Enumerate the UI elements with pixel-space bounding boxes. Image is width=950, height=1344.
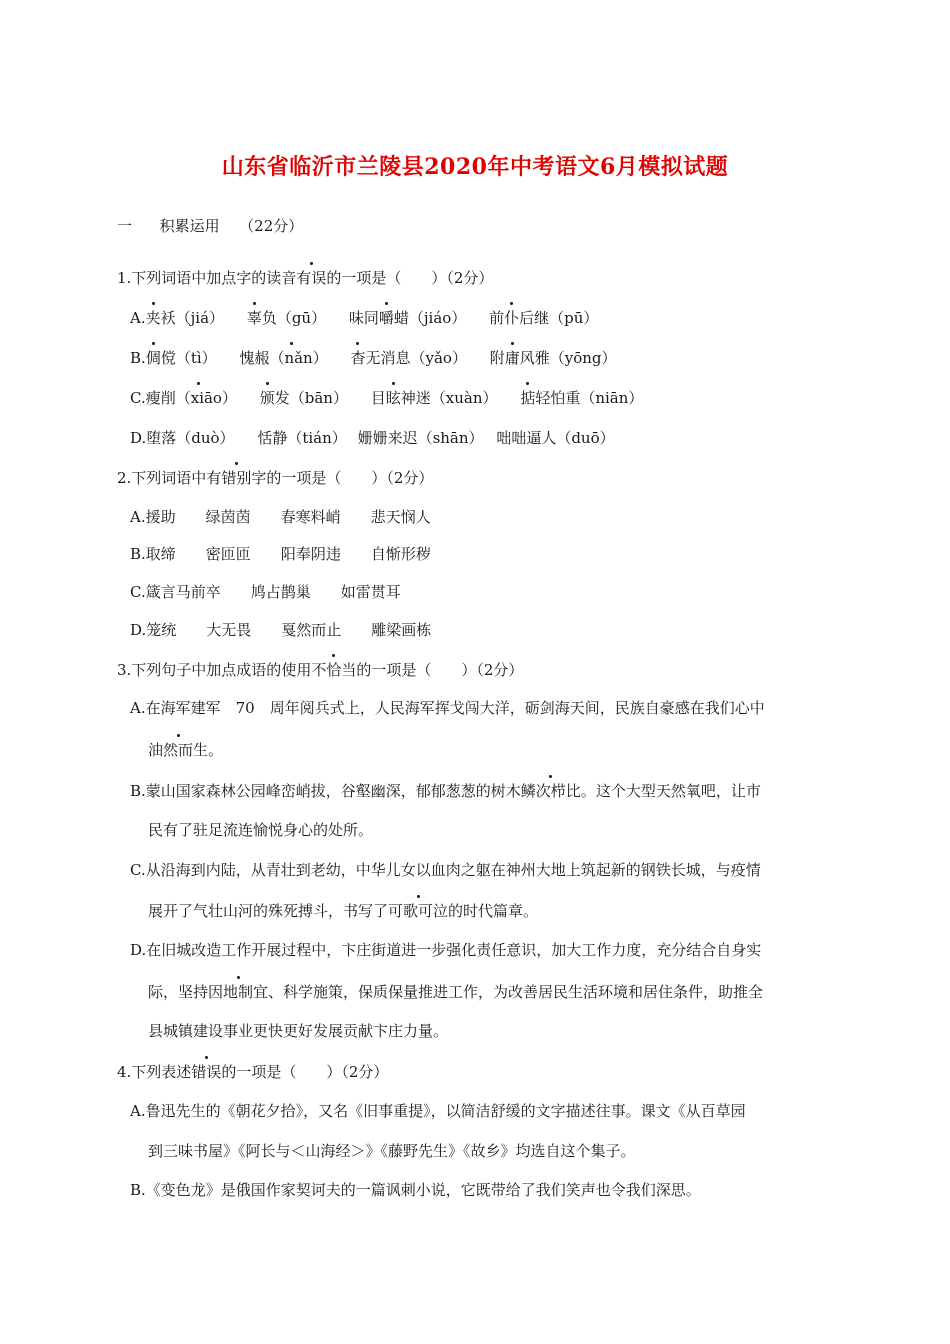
question-3-option-d-line-3: 县城镇建设事业更快更好发展贡献卞庄力量。 xyxy=(148,1022,449,1040)
question-1-stem: 1.下列词语中加点字的读音有误的一项是（ ）（2分） xyxy=(117,269,494,287)
question-4-option-a-line-1: A.鲁迅先生的《朝花夕拾》，又名《旧事重提》，以简洁舒缓的文字描述往事。课文《从百草园 xyxy=(130,1102,746,1120)
document-title: 山东省临沂市兰陵县2020年中考语文6月模拟试题 xyxy=(221,154,729,180)
section-name: 积累运用 xyxy=(159,217,220,235)
question-2-option-b: B.取缔 密匝匝 阳奉阴违 自惭形秽 xyxy=(130,545,431,563)
question-3-option-d-line-2: 际，坚持因地制宜、科学施策，保质保量推进工作，为改善居民生活环境和居住条件，助推全 xyxy=(148,983,764,1001)
question-1-option-a: A.夹袄（jiá） 辜负（gū） 味同嚼蜡（jiáo） 前仆后继（pū） xyxy=(130,309,599,327)
emphasis-dotted: 有错别字 xyxy=(206,469,267,487)
section-heading xyxy=(117,216,303,236)
question-3-option-b-line-1: B.蒙山国家森林公园峰峦峭拔，谷壑幽深，郁郁葱葱的树木鳞次栉比。这个大型天然氧吧，让市 xyxy=(130,782,761,800)
question-1-option-d: D.堕落（duò） 恬静（tián） 姗姗来迟（shān） 咄咄逼人（duō） xyxy=(130,429,615,447)
question-3-option-a-line-2: 油然而生。 xyxy=(148,741,224,759)
question-2-option-c: C.箴言马前卒 鸠占鹊巢 如雷贯耳 xyxy=(130,583,401,601)
question-3-option-c-line-2: 展开了气壮山河的殊死搏斗，书写了可歌可泣的时代篇章。 xyxy=(148,902,539,920)
emphasis-dotted: 有误 xyxy=(296,269,327,287)
question-2-option-a: A.援助 绿茵茵 春寒料峭 悲天悯人 xyxy=(130,508,431,526)
question-2-stem: 2.下列词语中有错别字的一项是（ ）（2分） xyxy=(117,469,434,487)
section-points: （22分） xyxy=(239,217,304,235)
question-3-option-d-line-1: D.在旧城改造工作开展过程中，卞庄街道进一步强化责任意识，加大工作力度，充分结合自身实 xyxy=(130,941,762,959)
section-number: 一 xyxy=(117,217,133,235)
question-3-option-a-line-1: A.在海军建军 70 周年阅兵式上，人民海军挥戈闯大洋，砺剑海天间，民族自豪感在我们心中 xyxy=(130,699,765,717)
emphasis-dotted: 不恰当 xyxy=(311,661,357,679)
question-4-option-b: B.《变色龙》是俄国作家契诃夫的一篇讽刺小说，它既带给了我们笑声也令我们深思。 xyxy=(130,1181,701,1199)
question-3-option-b-line-2: 民有了驻足流连愉悦身心的处所。 xyxy=(148,821,374,839)
question-4-option-a-line-2: 到三味书屋》《阿长与＜山海经＞》《藤野先生》《故乡》均选自这个集子。 xyxy=(148,1142,636,1160)
question-1-option-c: C.瘦削（xiāo） 颁发（bān） 目眩神迷（xuàn） 掂轻怕重（niān） xyxy=(130,389,644,407)
question-4-stem: 4.下列表述错误的一项是（ ）（2分） xyxy=(117,1063,389,1081)
question-2-option-d: D.笼统 大无畏 戛然而止 雕梁画栋 xyxy=(130,621,432,639)
question-3-stem: 3.下列句子中加点成语的使用不恰当的一项是（ ）（2分） xyxy=(117,661,524,679)
emphasis-dotted: 错误 xyxy=(191,1063,222,1081)
question-1-option-b: B.倜傥（tì） 愧赧（nǎn） 杳无消息（yǎo） 附庸风雅（yōng） xyxy=(130,349,617,367)
question-3-option-c-line-1: C.从沿海到内陆，从青壮到老幼，中华儿女以血肉之躯在神州大地上筑起新的钢铁长城，与疫情 xyxy=(130,861,761,879)
